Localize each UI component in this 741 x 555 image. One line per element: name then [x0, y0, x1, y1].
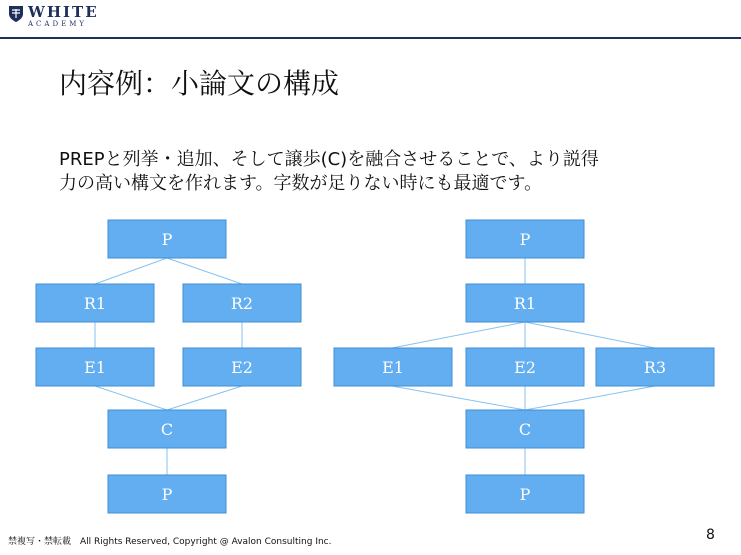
- logo-sub-text: ACADEMY: [28, 20, 87, 28]
- left-node-e1-label: E1: [84, 358, 106, 377]
- left-node-e2-label: E2: [231, 358, 253, 377]
- left-node-p-bottom-label: P: [161, 485, 173, 504]
- right-node-e1-label: E1: [382, 358, 404, 377]
- left-node-p-top: [108, 220, 226, 258]
- right-node-e2-label: E2: [514, 358, 536, 377]
- left-node-e1: [36, 348, 154, 386]
- right-node-p-top-label: P: [519, 230, 531, 249]
- left-node-r1-label: R1: [83, 294, 107, 313]
- right-node-p-bottom-label: P: [519, 485, 531, 504]
- left-node-c: [108, 410, 226, 448]
- slide-header: [0, 0, 741, 38]
- page-number: 8: [706, 527, 715, 543]
- body-line-1: PREPと列挙・追加、そして譲歩(C)を融合させることで、より説得: [59, 149, 599, 170]
- logo-main-text: WHITE: [28, 3, 99, 21]
- right-node-e2: [466, 348, 584, 386]
- left-node-r2: [183, 284, 301, 322]
- body-line-2: 力の高い構文を作れます。字数が足りない時にも最適です。: [59, 173, 543, 194]
- left-node-c-label: C: [160, 420, 174, 439]
- right-node-r3-label: R3: [643, 358, 667, 377]
- right-node-e1: [334, 348, 452, 386]
- right-node-c: [466, 410, 584, 448]
- slide-title: 内容例：小論文の構成: [59, 67, 340, 100]
- slide-body: [59, 148, 699, 196]
- header-rule: [0, 37, 741, 39]
- left-node-r2-label: R2: [230, 294, 254, 313]
- right-node-r1: [466, 284, 584, 322]
- right-node-r3: [596, 348, 714, 386]
- left-node-p-top-label: P: [161, 230, 173, 249]
- footer-copyright: 禁複写・禁転載 All Rights Reserved, Copyright @ Avalon Consulting Inc.: [8, 537, 332, 547]
- left-node-r1: [36, 284, 154, 322]
- crest-icon: [8, 5, 24, 23]
- left-node-e2: [183, 348, 301, 386]
- left-node-p-bottom: [108, 475, 226, 513]
- right-node-c-label: C: [518, 420, 532, 439]
- right-node-p-top: [466, 220, 584, 258]
- logo: [8, 5, 99, 28]
- right-node-p-bottom: [466, 475, 584, 513]
- right-node-r1-label: R1: [513, 294, 537, 313]
